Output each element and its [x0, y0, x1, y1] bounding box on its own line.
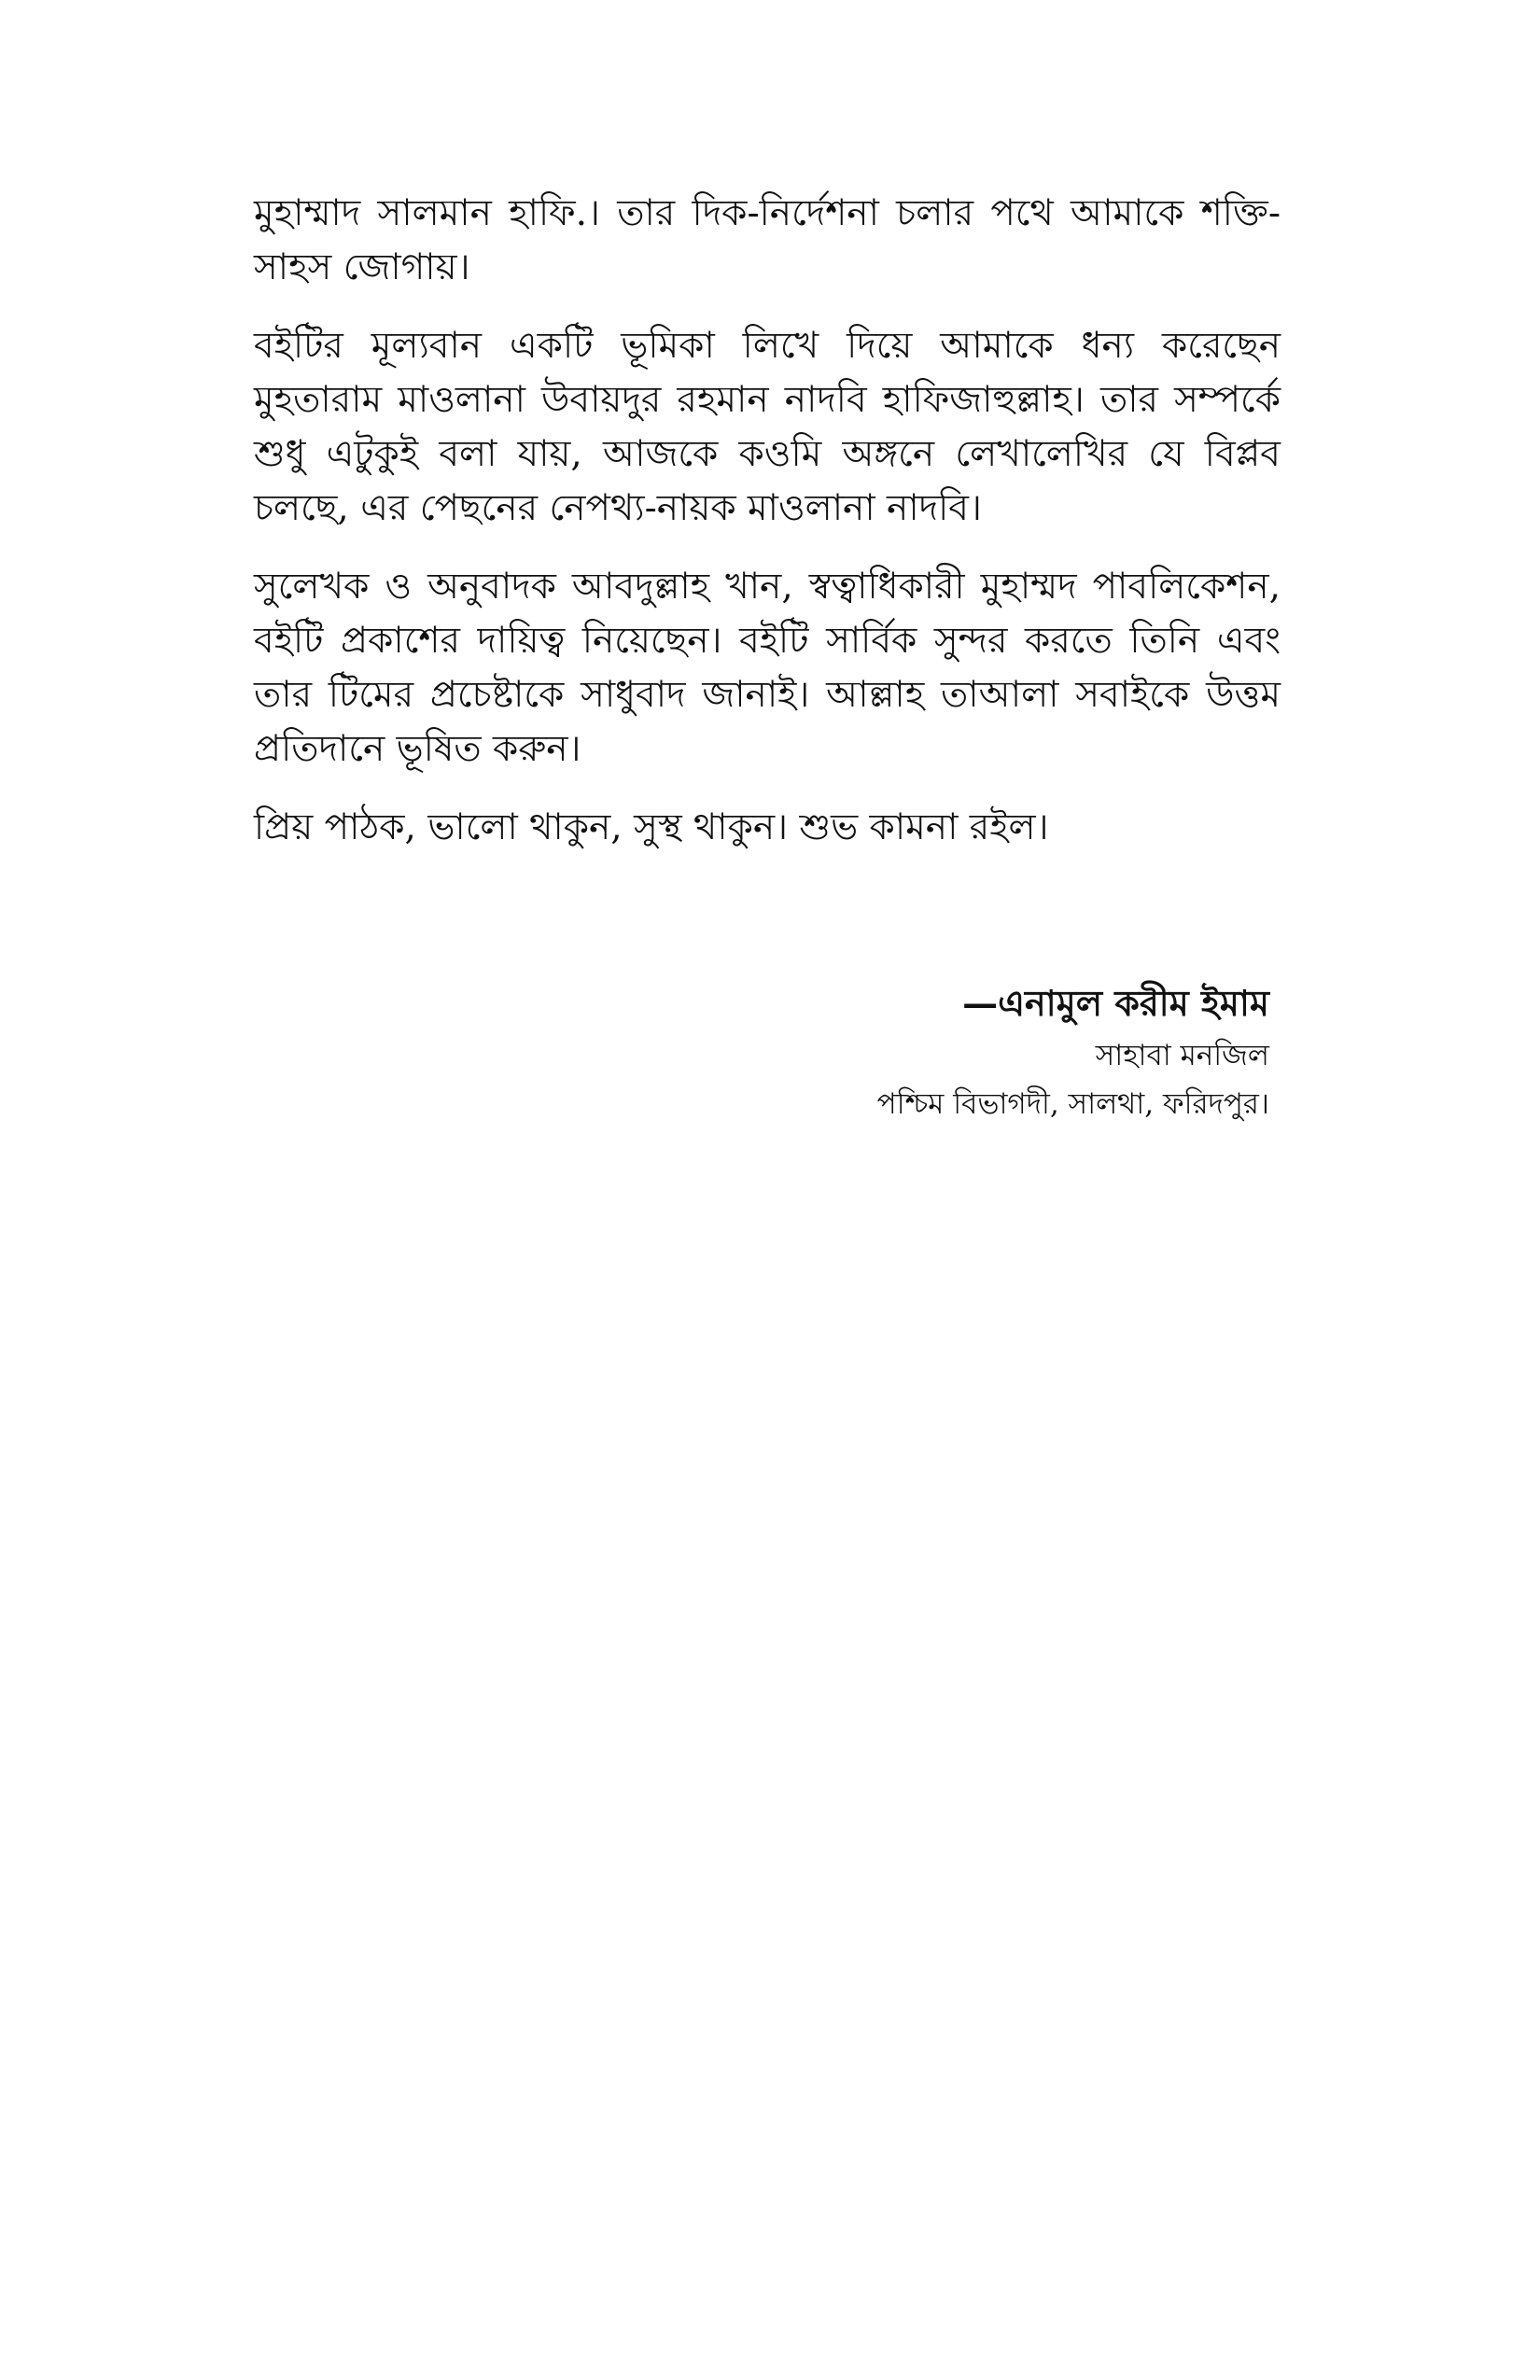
- paragraph-4: প্রিয় পাঠক, ভালো থাকুন, সুস্থ থাকুন। শুভ কামনা রইল।: [254, 806, 1049, 848]
- paragraph-1: মুহাম্মাদ সালমান হাফি.। তার দিক-নির্দেশনা চলার পথে আমাকে শক্তি-সাহস জোগায়।: [254, 192, 1281, 288]
- body-text: [254, 187, 1281, 879]
- author-place: সাহাবা মনজিল: [1095, 1039, 1269, 1072]
- author-address: পশ্চিম বিভাগদী, সালথা, ফরিদপুর।: [876, 1087, 1269, 1121]
- paragraph-2: বইটির মূল্যবান একটি ভূমিকা লিখে দিয়ে আমাকে ধন্য করেছেন মুহতারাম মাওলানা উবায়দুর রহমান নাদবি হাফিজাহুল্লাহ। তার সম্পর্কে শুধু এটুকুই বলা যায়, আজকে কওমি অঙ্গনে লেখালেখির যে বিপ্লব চলছে, এর পেছনের নেপথ্য-নায়ক মাওলানা নাদবি।: [254, 325, 1281, 529]
- author-name: —এনামুল করীম ইমাম: [962, 982, 1269, 1024]
- signature-block: [877, 975, 1269, 1128]
- paragraph-3: সুলেখক ও অনুবাদক আবদুল্লাহ খান, স্বত্বাধিকারী মুহাম্মদ পাবলিকেশন, বইটি প্রকাশের দায়িত্ব নিয়েছেন। বইটি সার্বিক সুন্দর করতে তিনি এবং তার টিমের প্রচেষ্টাকে সাধুবাদ জানাই। আল্লাহ তাআলা সবাইকে উত্তম প্রতিদানে ভূষিত করুন।: [254, 566, 1281, 770]
